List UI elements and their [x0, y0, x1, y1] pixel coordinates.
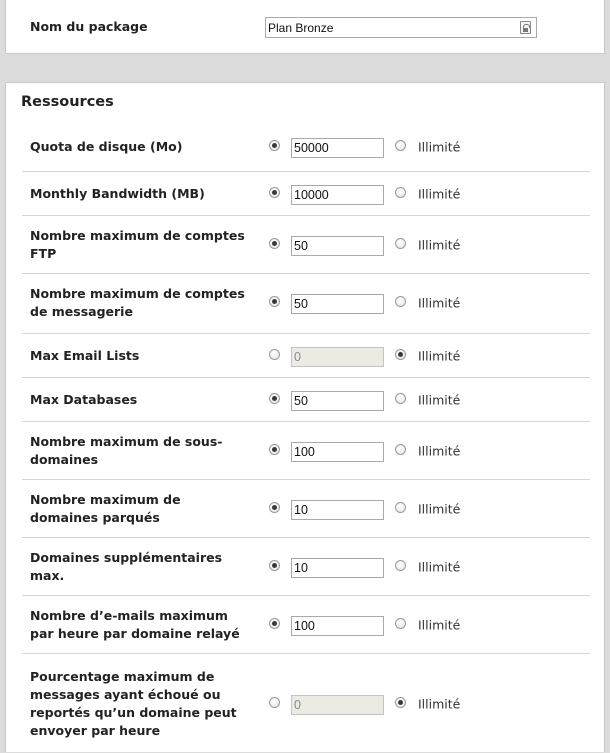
resource-label: Nombre maximum de comptes de messagerie: [30, 285, 245, 319]
unlimited-label: Illimité: [418, 501, 461, 516]
resource-label: Nombre maximum de sous-domaines: [30, 433, 223, 467]
unlimited-label: Illimité: [418, 559, 461, 574]
unlimited-radio[interactable]: [395, 618, 406, 629]
resource-label: Max Email Lists: [30, 347, 140, 363]
unlimited-radio[interactable]: [395, 444, 406, 455]
package-name-input[interactable]: [265, 17, 537, 38]
unlimited-label: Illimité: [418, 295, 461, 310]
resource-label: Nombre maximum de comptes FTP: [30, 227, 245, 261]
value-radio[interactable]: [269, 238, 280, 249]
unlimited-label: Illimité: [418, 617, 461, 632]
resource-row: [22, 421, 590, 479]
value-radio[interactable]: [269, 349, 280, 360]
value-radio[interactable]: [269, 618, 280, 629]
unlimited-label: Illimité: [418, 392, 461, 407]
unlimited-radio[interactable]: [395, 238, 406, 249]
unlimited-label: Illimité: [418, 237, 461, 252]
resources-title: Ressources: [21, 94, 114, 110]
resource-label: Max Databases: [30, 391, 138, 407]
unlimited-radio[interactable]: [395, 140, 406, 151]
resource-label: Domaines supplémentaires max.: [30, 549, 223, 583]
unlimited-radio[interactable]: [395, 502, 406, 513]
unlimited-radio[interactable]: [395, 560, 406, 571]
package-name-panel: [5, 0, 605, 54]
resource-row: [22, 653, 590, 753]
resource-row: [22, 171, 590, 215]
resource-value-input[interactable]: [291, 185, 384, 205]
unlimited-label: Illimité: [418, 186, 461, 201]
resource-value-input[interactable]: [291, 236, 384, 256]
resource-row: [22, 125, 590, 169]
unlimited-radio[interactable]: [395, 187, 406, 198]
resource-value-input[interactable]: [291, 558, 384, 578]
resource-value-input[interactable]: [291, 616, 384, 636]
resource-row: [22, 537, 590, 595]
contact-card-icon[interactable]: [520, 21, 531, 34]
unlimited-radio[interactable]: [395, 393, 406, 404]
resource-value-input[interactable]: [291, 442, 384, 462]
resource-value-input[interactable]: [291, 695, 384, 715]
unlimited-label: Illimité: [418, 696, 461, 711]
resource-label: Pourcentage maximum de messages ayant échoué ou reportés qu’un domaine peut envoyer par heure: [30, 668, 237, 738]
resource-value-input[interactable]: [291, 391, 384, 411]
unlimited-label: Illimité: [418, 443, 461, 458]
resource-label: Monthly Bandwidth (MB): [30, 185, 205, 201]
value-radio[interactable]: [269, 697, 280, 708]
package-name-label: Nom du package: [30, 19, 148, 34]
value-radio[interactable]: [269, 393, 280, 404]
resource-row: [22, 377, 590, 421]
value-radio[interactable]: [269, 296, 280, 307]
unlimited-label: Illimité: [418, 348, 461, 363]
value-radio[interactable]: [269, 187, 280, 198]
unlimited-radio[interactable]: [395, 349, 406, 360]
resource-value-input[interactable]: [291, 138, 384, 158]
resources-panel: [5, 82, 605, 752]
resource-value-input[interactable]: [291, 294, 384, 314]
value-radio[interactable]: [269, 560, 280, 571]
value-radio[interactable]: [269, 140, 280, 151]
value-radio[interactable]: [269, 444, 280, 455]
value-radio[interactable]: [269, 502, 280, 513]
unlimited-radio[interactable]: [395, 296, 406, 307]
resource-row: [22, 333, 590, 377]
unlimited-radio[interactable]: [395, 697, 406, 708]
resource-row: [22, 479, 590, 537]
resource-row: [22, 215, 590, 273]
resource-value-input[interactable]: [291, 500, 384, 520]
unlimited-label: Illimité: [418, 139, 461, 155]
resource-value-input[interactable]: [291, 347, 384, 367]
resource-label: Quota de disque (Mo): [30, 139, 183, 154]
resource-label: Nombre maximum de domaines parqués: [30, 491, 181, 525]
resource-row: [22, 273, 590, 331]
resource-label: Nombre d’e-mails maximum par heure par domaine relayé: [30, 607, 240, 641]
resource-row: [22, 595, 590, 653]
